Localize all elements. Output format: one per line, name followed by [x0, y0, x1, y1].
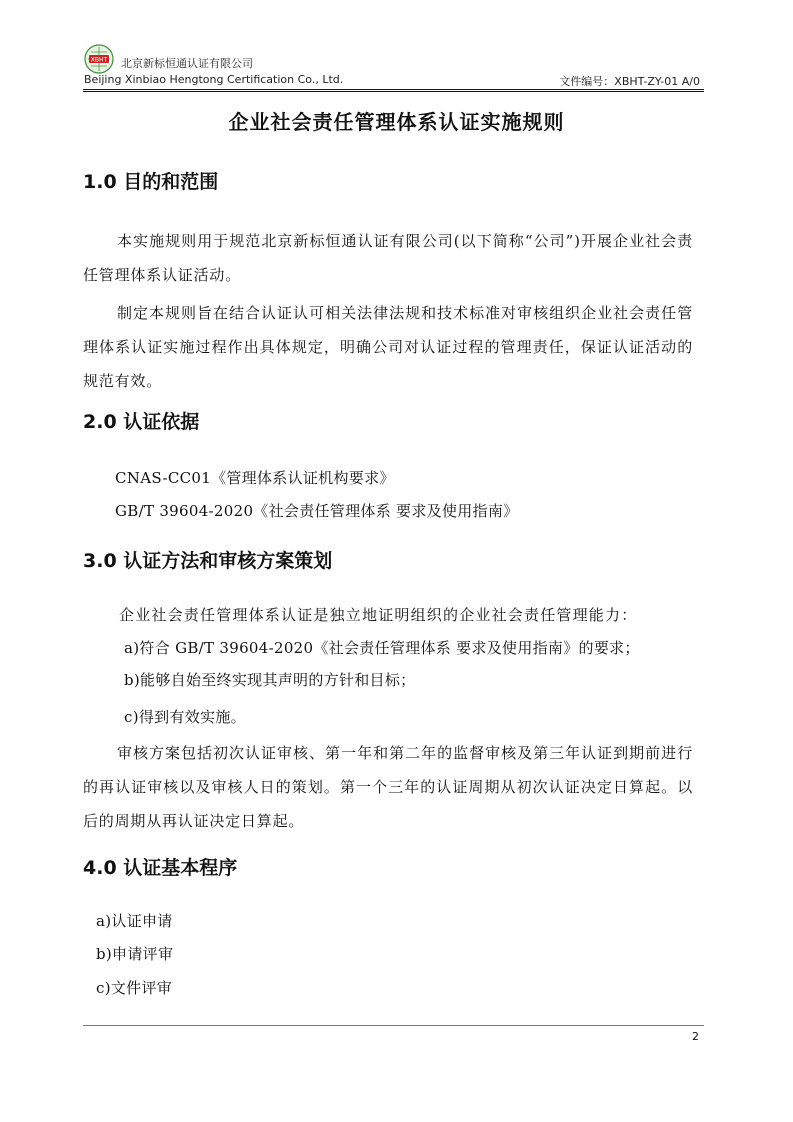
header-divider	[83, 89, 704, 90]
page-number: 2	[692, 1030, 699, 1043]
method-item: a)符合 GB/T 39604-2020《社会责任管理体系 要求及使用指南》的要求；	[124, 639, 640, 657]
procedure-item: c)文件评审	[96, 979, 173, 997]
footer-divider	[83, 1025, 704, 1026]
document-number: 文件编号：XBHT-ZY-01 A/0	[559, 75, 700, 88]
logo-text: XBHT	[90, 56, 108, 64]
document-title: 企业社会责任管理体系认证实施规则	[228, 110, 565, 134]
header-divider-secondary	[83, 91, 704, 92]
section-heading-procedure: 4.0 认证基本程序	[83, 857, 238, 879]
procedure-item: b)申请评审	[96, 945, 174, 963]
method-intro: 企业社会责任管理体系认证是独立地证明组织的企业社会责任管理能力：	[119, 606, 638, 624]
method-item: b)能够自始至终实现其声明的方针和目标；	[124, 671, 416, 689]
procedure-item: a)认证申请	[96, 912, 173, 930]
section-heading-method: 3.0 认证方法和审核方案策划	[83, 550, 333, 572]
section-heading-basis: 2.0 认证依据	[83, 411, 200, 433]
section-heading-purpose: 1.0 目的和范围	[83, 171, 219, 193]
basis-item: CNAS-CC01《管理体系认证机构要求》	[115, 469, 395, 487]
company-name-cn: 北京新标恒通认证有限公司	[121, 57, 253, 70]
company-logo	[84, 44, 114, 74]
paragraph-purpose-1: 本实施规则用于规范北京新标恒通认证有限公司(以下简称“公司”)开展企业社会责任管理体系认证活动。	[83, 232, 693, 284]
company-name-en: Beijing Xinbiao Hengtong Certification Co., Ltd.	[84, 73, 344, 86]
basis-item: GB/T 39604-2020《社会责任管理体系 要求及使用指南》	[115, 502, 519, 520]
method-item: c)得到有效实施。	[124, 708, 246, 726]
paragraph-audit-program: 审核方案包括初次认证审核、第一年和第二年的监督审核及第三年认证到期前进行的再认证审核以及审核人日的策划。第一个三年的认证周期从初次认证决定日算起。以后的周期从再认证决定日算起。	[83, 744, 693, 830]
paragraph-purpose-2: 制定本规则旨在结合认证认可相关法律法规和技术标准对审核组织企业社会责任管理体系认证实施过程作出具体规定，明确公司对认证过程的管理责任，保证认证活动的规范有效。	[83, 304, 693, 390]
